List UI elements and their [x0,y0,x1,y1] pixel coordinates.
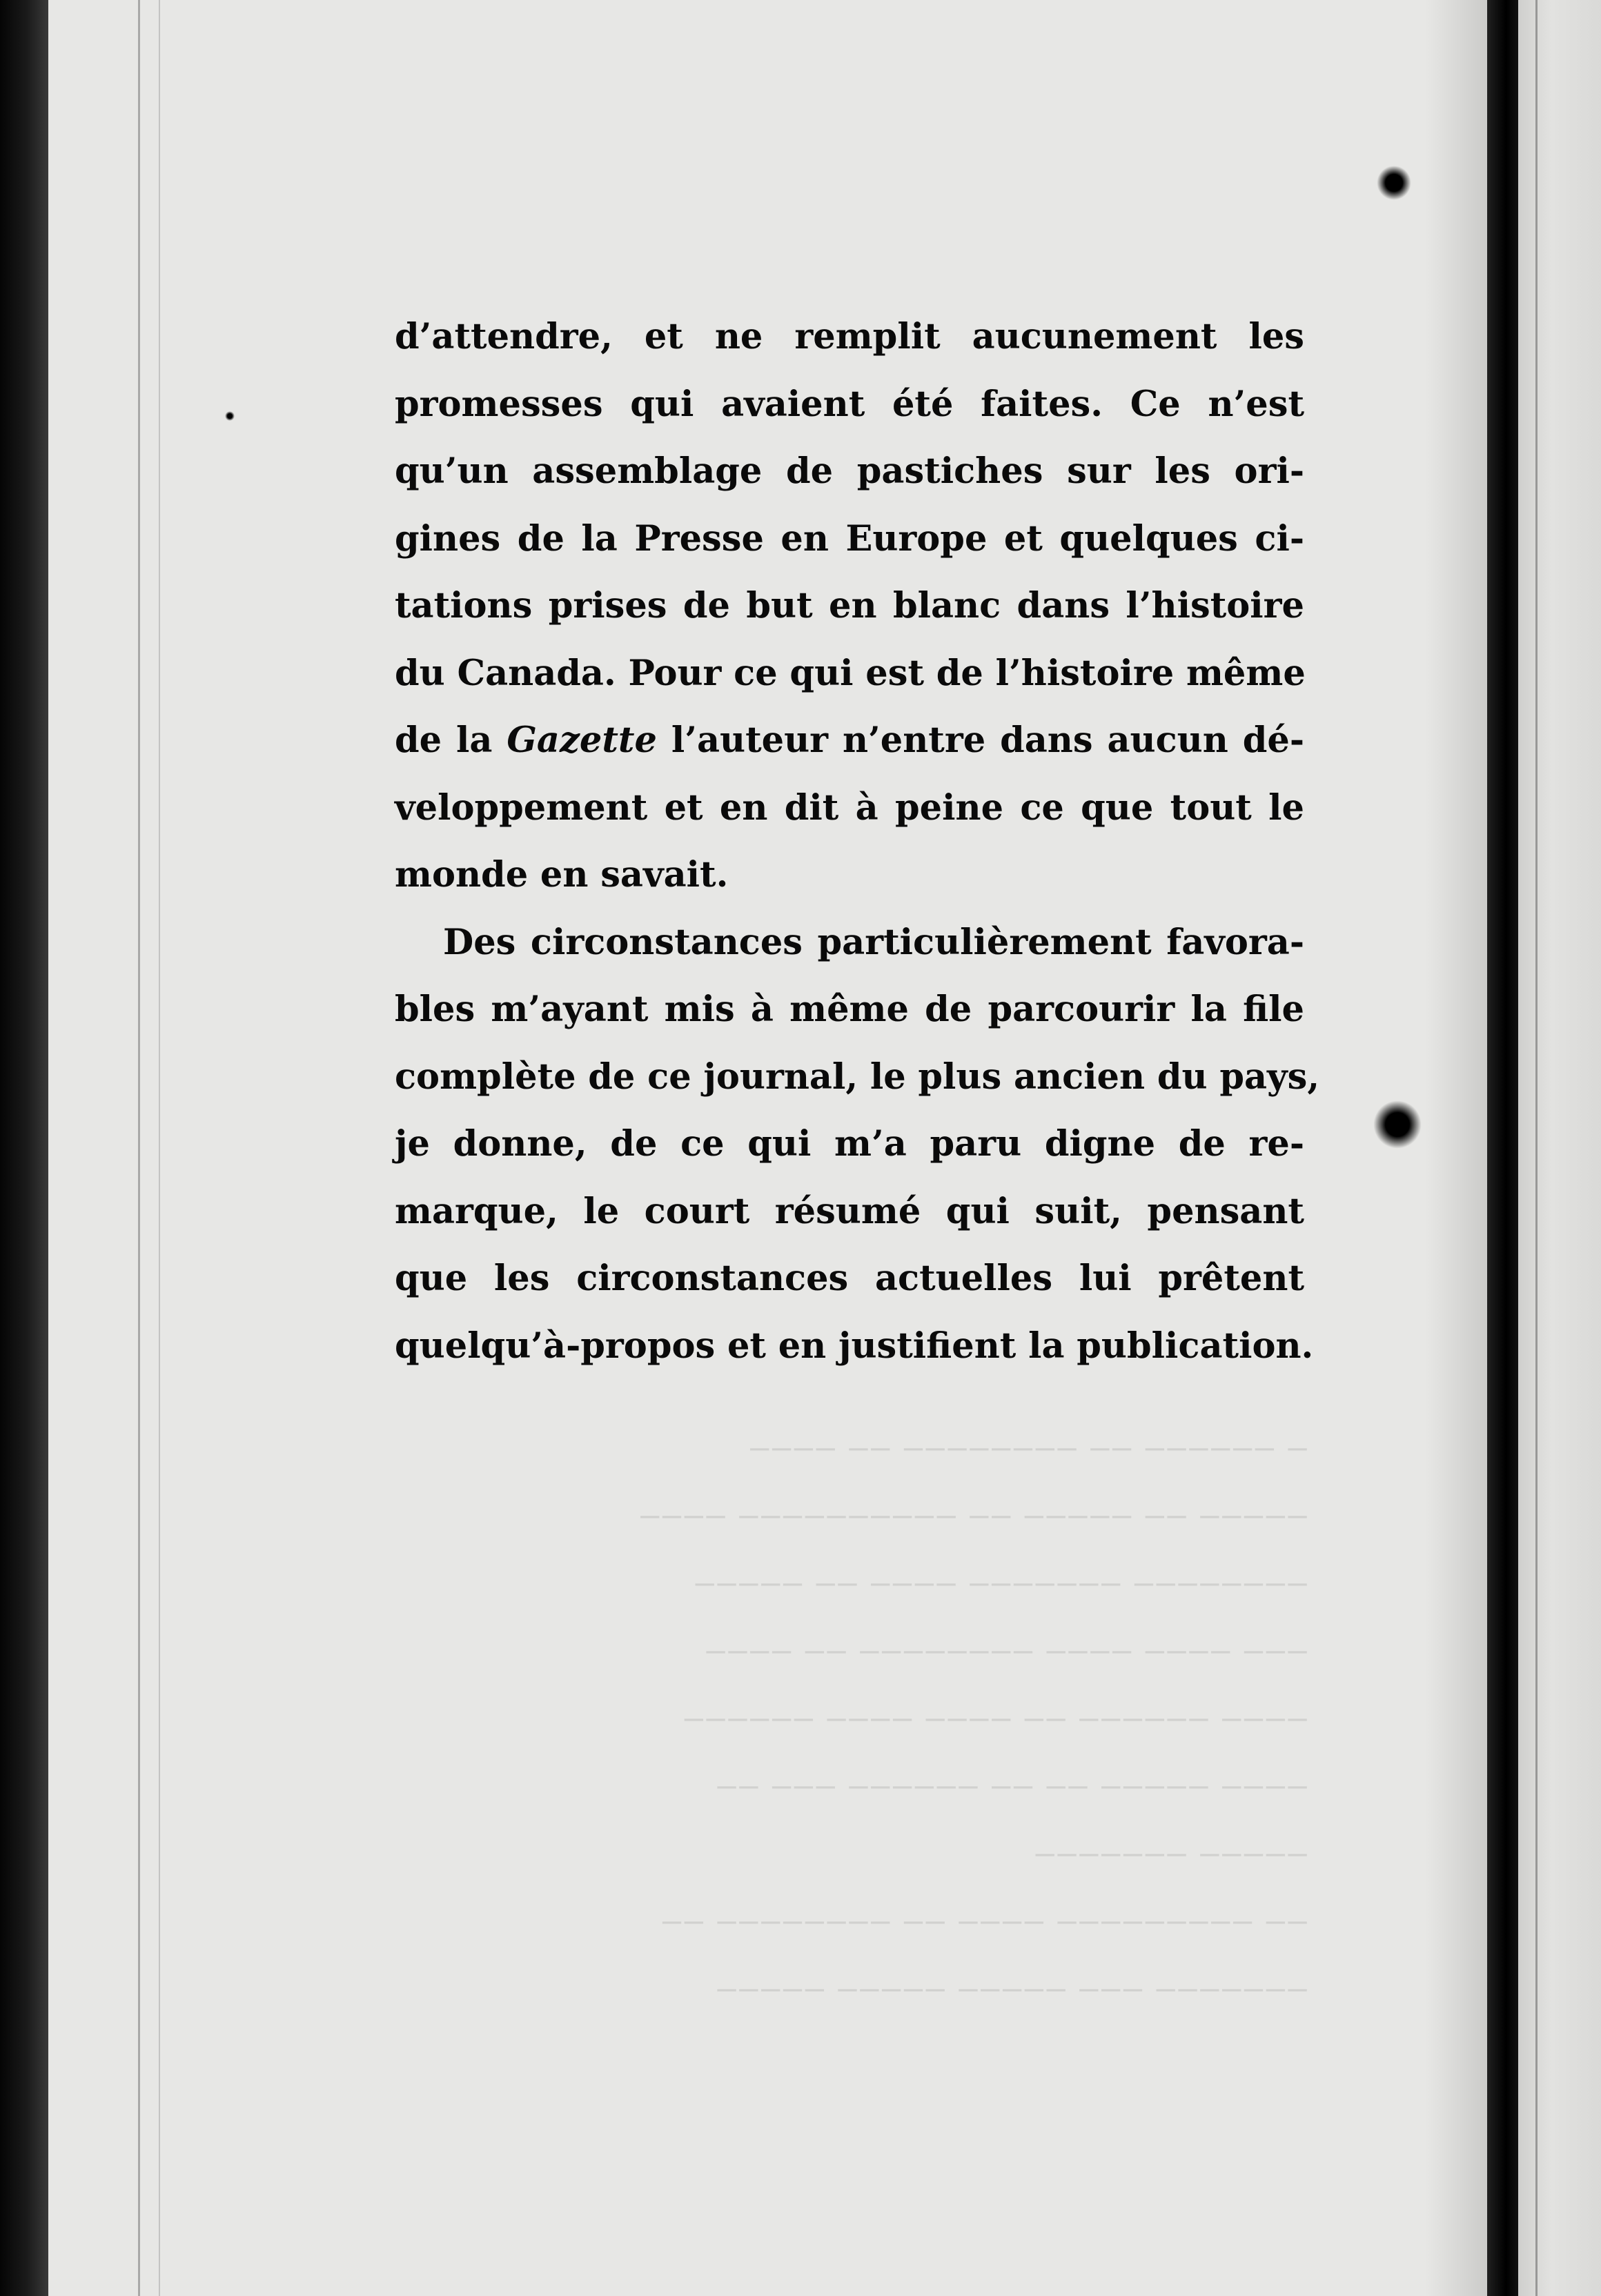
text-fragment: de la [395,720,493,761]
text-line: qu’un assemblage de pastiches sur les ori- [395,451,1304,492]
ink-spot [225,411,235,421]
text-line-with-italic [395,707,1304,775]
text-line: Des circonstances particulièrement favora- [443,921,1304,963]
text-line: marque, le court résumé qui suit, pensant [395,1190,1304,1232]
text-line: complète de ce journal, le plus ancien du pays, [395,1056,1320,1098]
text-line: d’attendre, et ne remplit aucunement les [395,316,1304,357]
book-gutter [1487,0,1518,2296]
text-line: quelqu’à-propos et en justifient la publication. [395,1325,1314,1367]
text-line: tations prises de but en blanc dans l’histoire [395,585,1304,626]
text-fragment: l’auteur n’entre dans aucun dé- [671,720,1304,761]
facing-page-edge [1518,0,1601,2296]
text-line: monde en savait. [395,854,729,895]
text-line: je donne, de ce qui m’a paru digne de re- [395,1123,1304,1165]
ink-spot [1373,1100,1422,1149]
show-through-text: ‒ ‒‒‒‒‒‒ ‒‒ ‒‒‒‒‒‒‒‒ ‒‒ ‒‒‒‒ ‒‒‒‒‒ ‒‒ ‒‒‒‒‒ ‒‒ ‒‒‒‒‒‒‒‒‒‒ ‒‒‒‒ ‒‒‒‒‒‒‒‒ ‒‒‒‒‒‒‒ ‒‒‒‒ ‒‒ ‒‒‒‒‒ ‒‒‒ ‒‒‒‒ ‒‒‒‒ ‒‒‒‒‒‒‒‒ ‒‒ ‒‒‒‒ ‒‒‒‒ ‒‒‒‒‒‒ ‒‒ ‒‒‒‒ ‒‒‒‒ ‒‒‒‒‒‒ ‒‒‒‒ ‒‒‒‒‒ ‒‒ ‒‒ ‒‒‒‒‒‒ ‒‒‒ ‒‒ ‒‒‒‒‒ ‒‒‒‒‒‒‒ ‒‒ ‒‒‒‒‒‒‒‒‒ ‒‒‒‒ ‒‒ ‒‒‒‒‒‒‒‒ ‒‒ ‒‒‒‒‒‒‒ ‒‒‒ ‒‒‒‒‒ ‒‒‒‒‒ ‒‒‒‒‒ [638,1427,1308,2008]
text-line: promesses qui avaient été faites. Ce n’est [395,383,1304,425]
text-line: du Canada. Pour ce qui est de l’histoire même [395,652,1306,694]
text-line: gines de la Presse en Europe et quelques ci- [395,517,1304,560]
scan-left-edge [0,0,48,2296]
body-text [395,304,1320,1380]
text-line: bles m’ayant mis à même de parcourir la file [395,989,1304,1030]
page-shadow [1425,0,1487,2296]
facing-page-border [1535,0,1538,2296]
page-border-line [138,0,140,2296]
text-line: veloppement et en dit à peine ce que tout le [395,786,1304,829]
ink-spot [1377,166,1411,200]
italic-title: Gazette [507,720,657,761]
text-line: que les circonstances actuelles lui prêtent [395,1258,1304,1299]
page-border-line [159,0,160,2296]
